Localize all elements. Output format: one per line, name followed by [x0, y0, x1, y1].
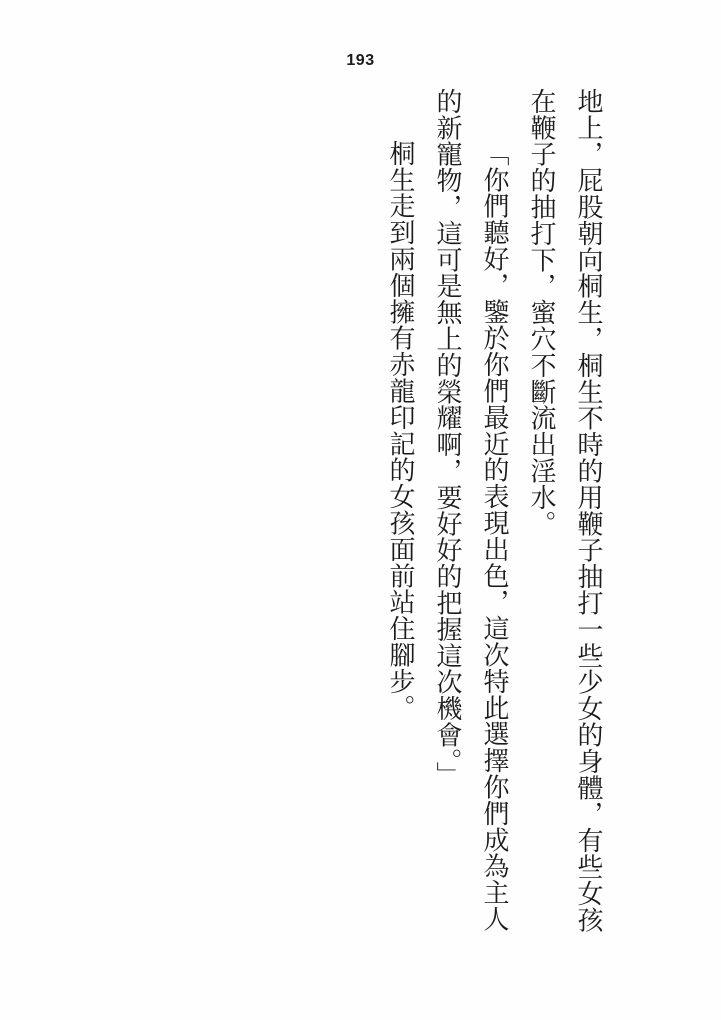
paragraph-2: 「你們聽好，鑒於你們最近的表現出色，這次特此選擇你們成為主人的新寵物，這可是無上的榮耀啊，要好好的把握這次機會。」	[433, 88, 509, 932]
paragraph-3: 桐生走到兩個擁有赤龍印記的女孩面前站住腳步。	[386, 140, 415, 721]
page-number: 193	[346, 52, 375, 69]
vertical-text-block	[377, 88, 612, 934]
paragraph-1: 地上，屁股朝向桐生，桐生不時的用鞭子抽打一些少女的身體，有些女孩在鞭子的抽打下，蜜穴不斷流出淫水。	[527, 88, 603, 933]
